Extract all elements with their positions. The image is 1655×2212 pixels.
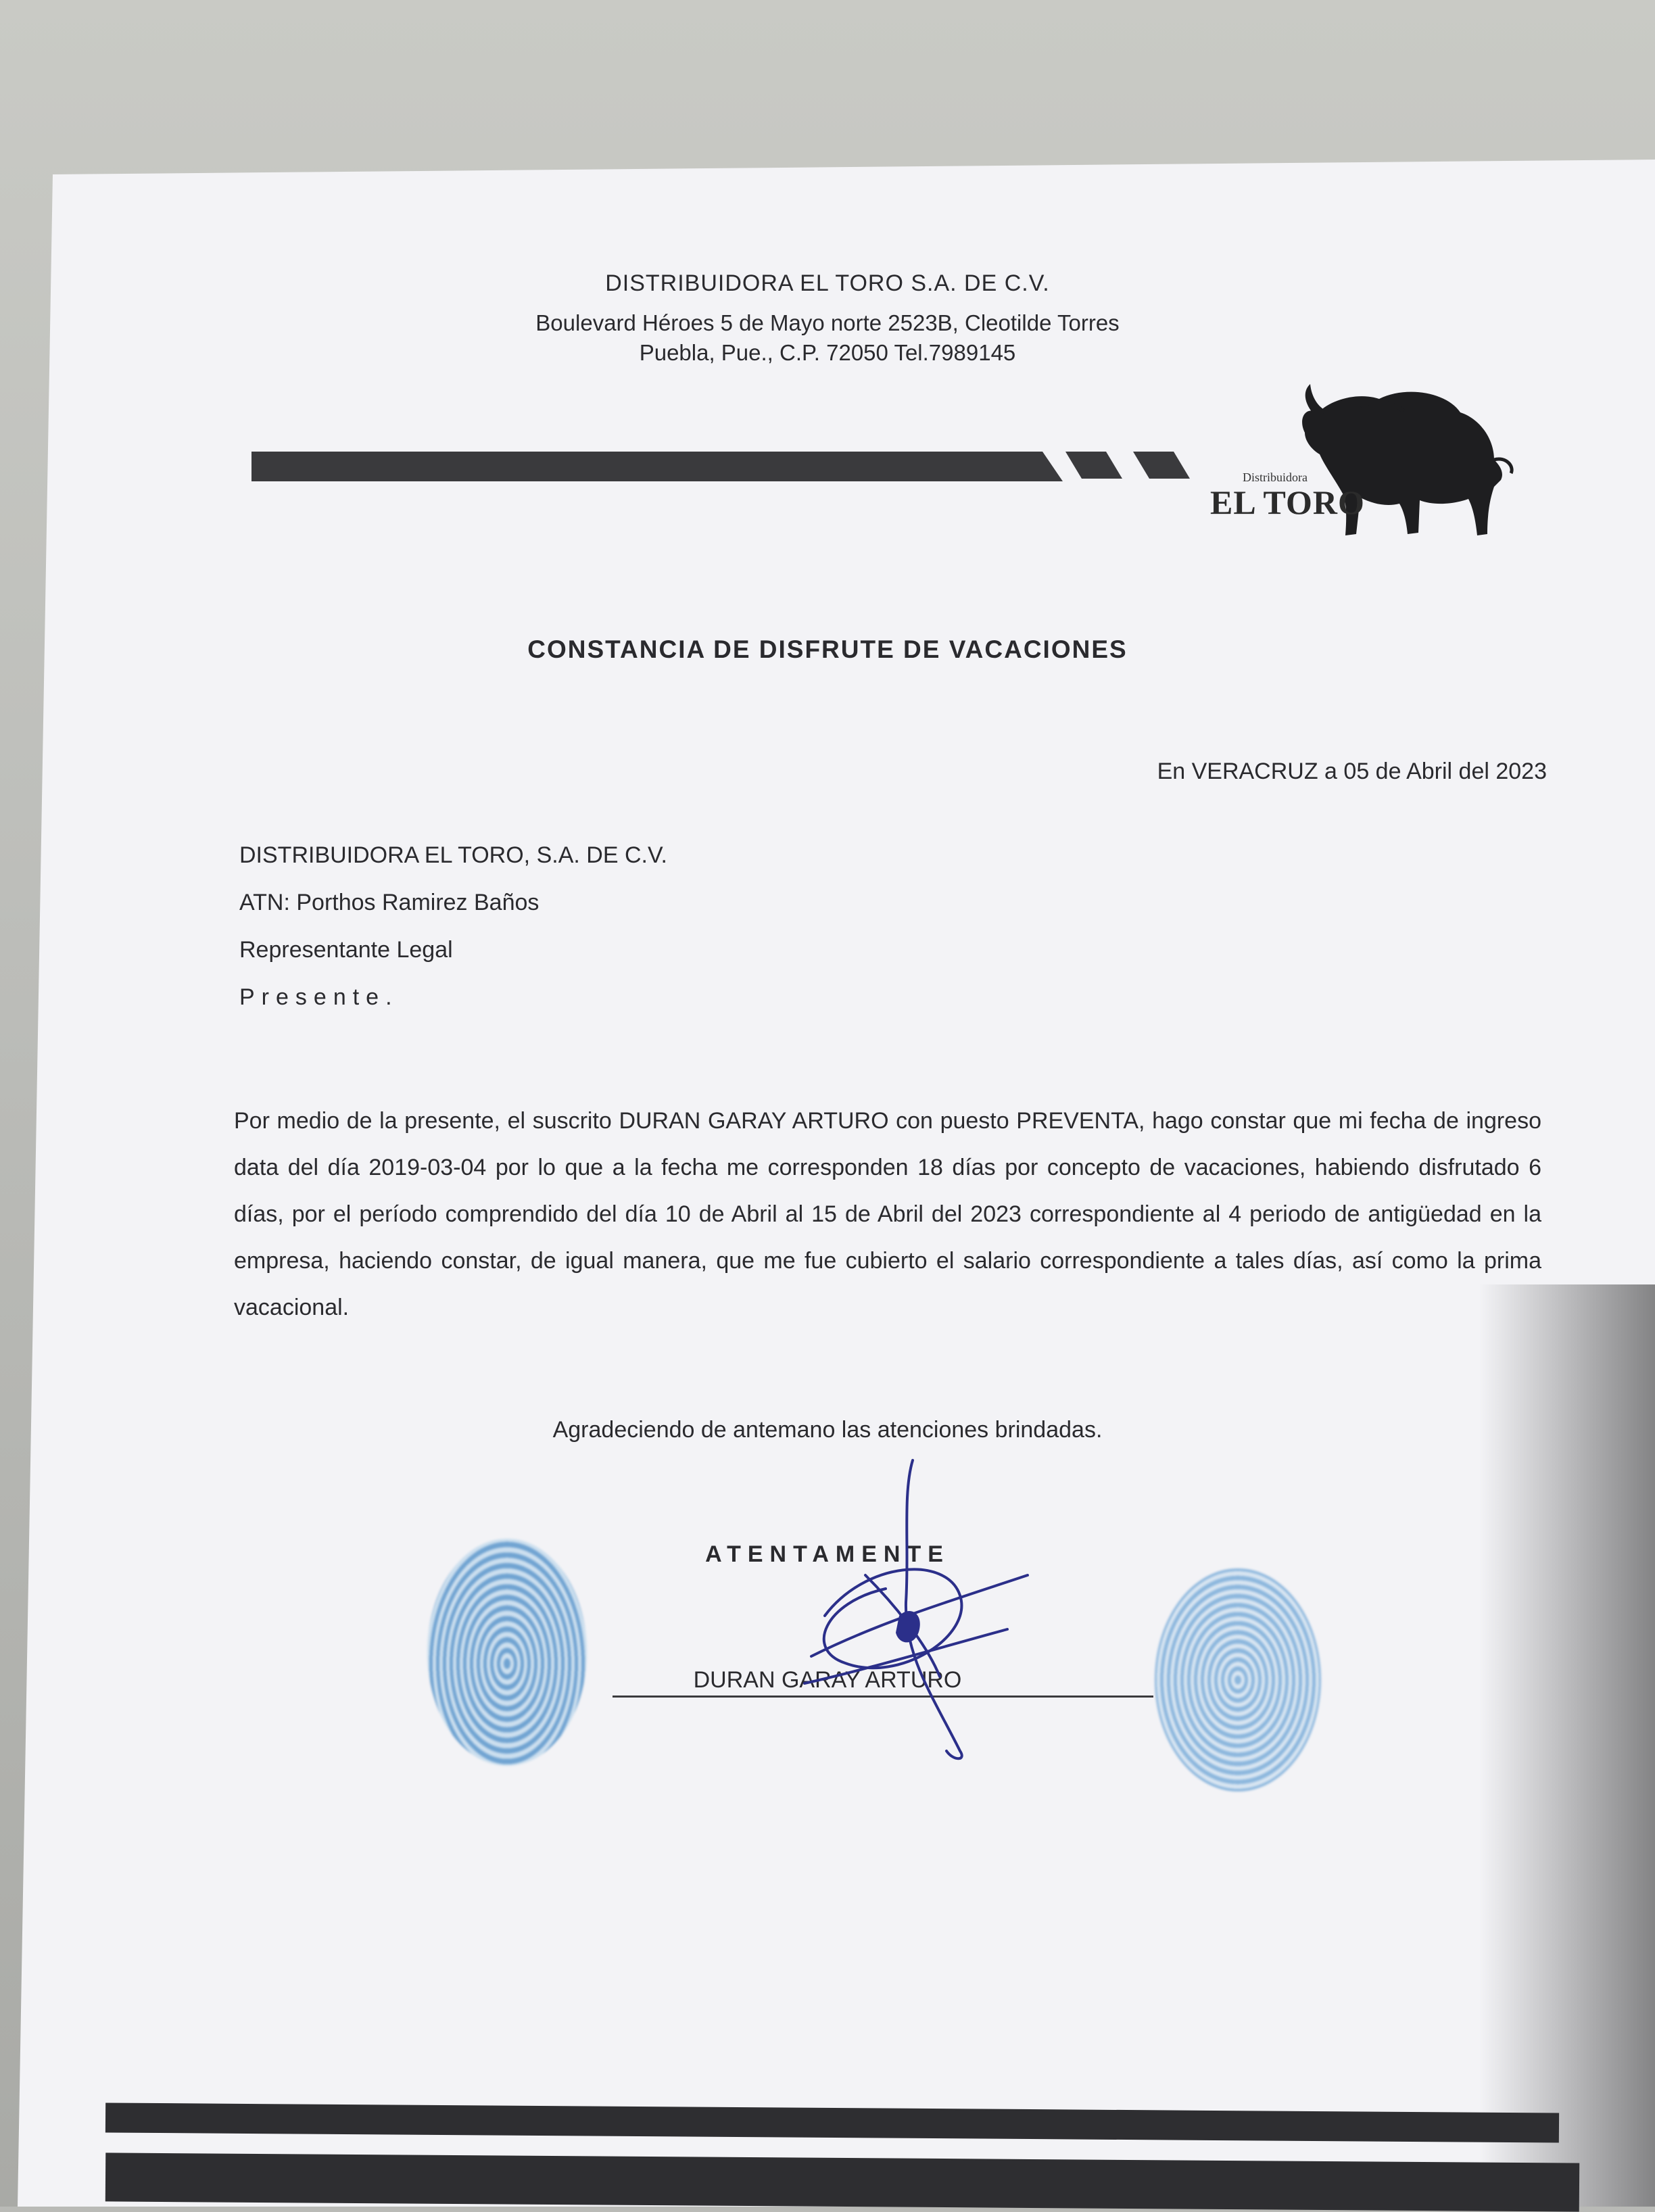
addressee-attention: ATN: Porthos Ramirez Baños: [239, 890, 539, 915]
logo-name: EL TORO: [1210, 483, 1365, 521]
header-address-line1: Boulevard Héroes 5 de Mayo norte 2523B, Cleotilde Torres: [535, 310, 1120, 335]
header-address-line2: Puebla, Pue., C.P. 72050 Tel.7989145: [639, 340, 1016, 365]
bull-icon: [1203, 379, 1514, 548]
closing-atentamente: ATENTAMENTE: [705, 1541, 950, 1567]
logo-small-text: Distribuidora: [1243, 471, 1308, 484]
fingerprint-left: [427, 1539, 587, 1766]
addressee-role: Representante Legal: [239, 937, 453, 963]
footer-bar-bottom: [105, 2153, 1579, 2211]
header-company: DISTRIBUIDORA EL TORO S.A. DE C.V.: [605, 270, 1050, 296]
handwritten-signature: [784, 1453, 1041, 1764]
signer-name: DURAN GARAY ARTURO: [693, 1667, 962, 1693]
closing-thanks: Agradeciendo de antemano las atenciones brindadas.: [552, 1417, 1103, 1443]
header-address: [0, 308, 1655, 368]
addressee-presente: Presente.: [239, 984, 399, 1010]
addressee-company: DISTRIBUIDORA EL TORO, S.A. DE C.V.: [239, 842, 667, 868]
header-bar: [251, 452, 1063, 481]
document-title: CONSTANCIA DE DISFRUTE DE VACACIONES: [527, 635, 1128, 663]
date-line: En VERACRUZ a 05 de Abril del 2023: [1157, 759, 1547, 784]
shadow: [1479, 1284, 1655, 2207]
body-paragraph: Por medio de la presente, el suscrito DURAN GARAY ARTURO con puesto PREVENTA, hago constar que mi fecha de ingreso data del día 2019-03-04 por lo que a la fecha me corresponden 18 días por concepto de vacaciones, habiendo disfrutado 6 días, por el período comprendido del día 10 de Abril al 15 de Abril del 2023 correspondiente al 4 periodo de antigüedad en la empresa, haciendo constar, de igual manera, que me fue cubierto el salario correspondiente a tales días, así como la prima vacacional.: [234, 1108, 1541, 1320]
